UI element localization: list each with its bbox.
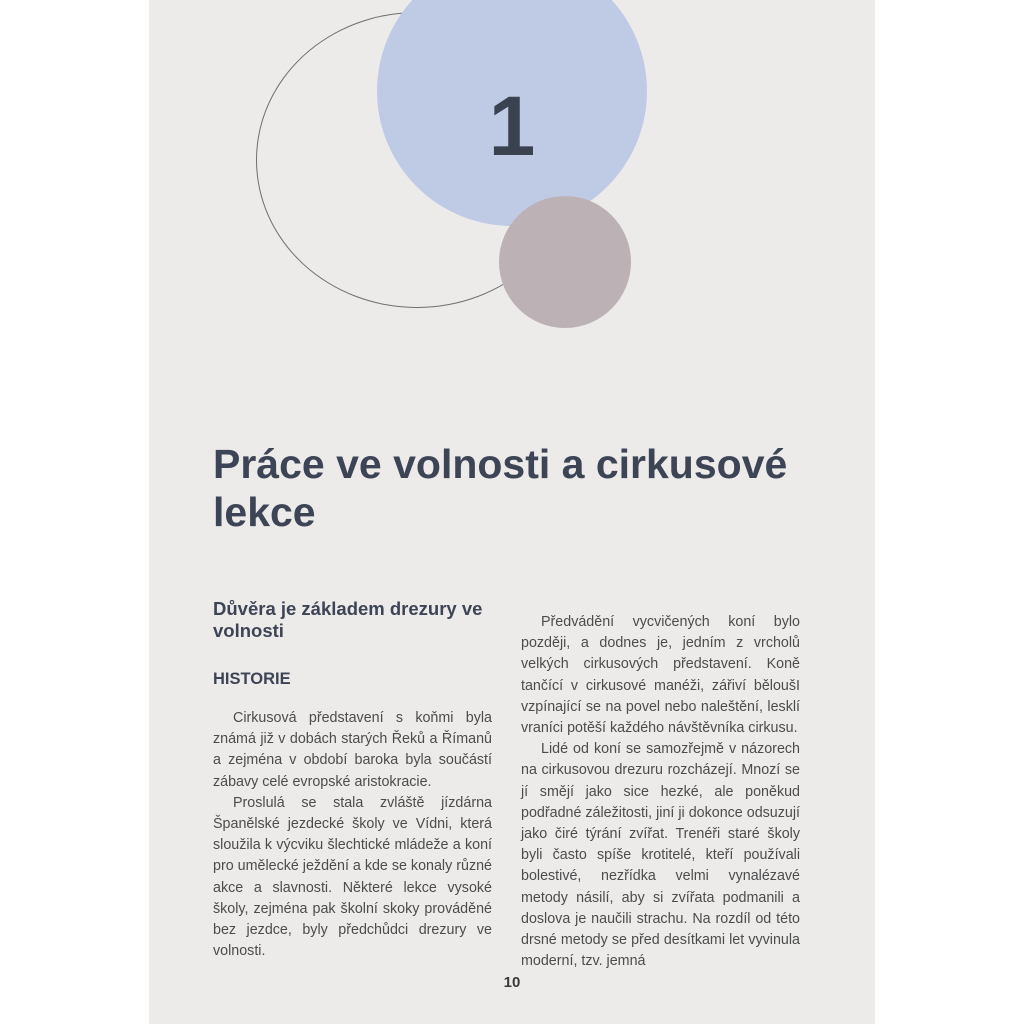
paragraph: Cirkusová představení s koňmi byla známá již v dobách starých Řeků a Římanů a zejména v období baroka byla součástí zábavy celé evropské aristokracie. xyxy=(213,710,492,790)
paragraph: Lidé od koní se samozřejmě v názorech na cirkusovou drezuru rozcházejí. Mnozí se jí smějí jako sice hezké, ale poněkud podřadné záležitosti, jiní ji dokonce odsuzují jako čiré týrání zvířat. Trenéři staré školy byli často spíše krotitelé, kteří používali bolestivé, nezřídka velmi vynalézavé metody násilí, aby si zvířata podmanili a doslova je naučili strachu. Na rozdíl od této drsné metody se před desítkami let vyvinula moderní, tzv. jemná xyxy=(521,741,800,970)
paragraph: Proslulá se stala zvláště jízdárna Španělské jezdecké školy ve Vídni, která sloužila k výcviku šlechtické mládeže a koní pro umělecké ježdění a kde se konaly různé akce a slavnosti. Některé lekce vysoké školy, zejména pak školní skoky prováděné bez jezdce, byly předchůdci drezury ve volnosti. xyxy=(213,794,492,960)
book-page xyxy=(149,0,875,1024)
paragraph: Předvádění vycvičených koní bylo později, a dodnes je, jedním z vrcholů velkých cirkusových představení. Koně tančící v cirkusové manéži, zářiví běloušI vzpínající se na povel nebo naleštění, lesklí vraníci potěší každého návštěvníka cirkusu. xyxy=(521,614,800,737)
chapter-number: 1 xyxy=(488,79,536,173)
subheading: Důvěra je základem drezury ve volnosti xyxy=(213,598,483,641)
section-label: HISTORIE xyxy=(213,670,291,688)
page-number: 10 xyxy=(503,974,521,991)
taupe-circle-decoration xyxy=(499,196,631,328)
left-column xyxy=(213,598,492,962)
chapter-title: Práce ve volnosti a cirkusové lekce xyxy=(213,441,788,535)
right-column xyxy=(521,612,800,972)
